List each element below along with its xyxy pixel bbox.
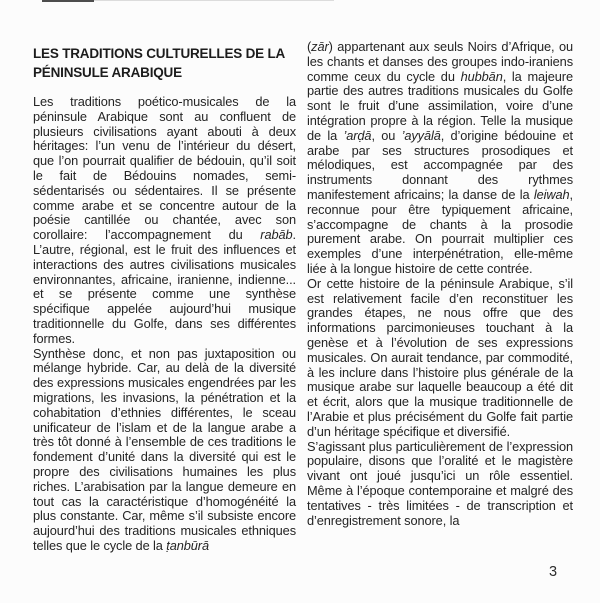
- page-number: 3: [549, 564, 558, 580]
- italic-term: ṭanbūrā: [166, 537, 209, 553]
- left-column-text: [33, 95, 296, 554]
- italic-term: ’arḍā: [343, 127, 372, 143]
- article-title: [33, 44, 296, 82]
- italic-term: leiwah: [533, 186, 570, 202]
- left-column: [33, 44, 296, 554]
- paragraph: Les traditions poético-musicales de la péninsule Arabique sont au confluent de plusieurs civilisations ayant abouti à deux héritages: l’un venu de l’intérieur du désert, que l’on pourrait qualifier de bédouin, qu’il soit le fait de Bédouins nomades, semi-sédentarisés ou sédentaires. Il se présente comme arabe et se concentre autour de la poésie cantillée ou chantée, avec son corollaire: l’accompagnement du rabāb. L’autre, régional, est le fruit des influences et interactions des autres civilisations musicales environnantes, africaine, iranienne, indienne... et se présente comme une synthèse spécifique appelée aujourd’hui musique traditionnelle du Golfe, dans ses différentes formes.: [33, 94, 296, 346]
- paragraph: S’agissant plus particulièrement de l’expression populaire, disons que l’oralité et le magistère vivant ont joué jusqu’ici un rôle essentiel. Même à l’époque contemporaine et malgré des tentatives - très limitées - de transcription et d’enregistrement sonore, la: [307, 438, 573, 528]
- article-title-line-1: LES TRADITIONS CULTURELLES DE LA: [33, 46, 286, 61]
- paragraph: (zār) appartenant aux seuls Noirs d’Afrique, ou les chants et danses des groupes indo-iraniens comme ceux du cycle du hubbān, la majeure partie des autres traditions musicales du Golfe sont le fruit d’une assimilation, voire d’une intégration propre à la région. Telle la musique de la ’arḍā, ou ’ayyālā, d’origine bédouine et arabe par ses structures prosodiques et mélodiques, est accompagnée par des instruments donnant des rythmes manifestement africains; la danse de la leiwah, reconnue pour être typiquement africaine, s’accompagne de chants à la prosodie purement arabe. On pourrait multiplier ces exemples d’une interpénétration, elle-même liée à la longue histoire de cette contrée.: [307, 39, 573, 276]
- article-title-line-2: PÉNINSULE ARABIQUE: [33, 65, 182, 80]
- italic-term: rabāb: [260, 227, 293, 243]
- italic-term: zār: [311, 39, 329, 54]
- italic-term: hubbān: [460, 68, 503, 84]
- italic-term: ’ayyālā: [401, 127, 441, 143]
- scan-artifact-dark-dash: [42, 0, 94, 2]
- paragraph: Synthèse donc, et non pas juxtaposition ou mélange hybride. Car, au delà de la diversité des expressions musicales engendrées par les migrations, les invasions, la pénétration et la cohabitation d’ethnies différentes, le sceau unificateur de l’islam et de la langue arabe a très tôt donné à l’ensemble de ces traditions le fondement d’unité dans la diversité qui est le propre des civilisations humaines les plus riches. L’arabisation par la langue demeure en tout cas la caractéristique d’homogénéité la plus constante. Car, même s’il subsiste encore aujourd’hui des traditions musicales ethniques telles que le cycle de la ṭanbūrā: [33, 345, 296, 553]
- paragraph: Or cette histoire de la péninsule Arabique, s’il est relativement facile d’en reconstituer les grandes étapes, ne nous offre que des informations parcimonieuses touchant à la genèse et à l’évolution de ses expressions musicales. On aurait tendance, par commodité, à les inclure dans l’histoire plus générale de la musique arabe sur laquelle beaucoup a été dit et écrit, alors que la musique traditionnelle de l’Arabie et plus précisément du Golfe fait partie d’un héritage spécifique et diversifié.: [307, 275, 573, 439]
- right-column: [307, 40, 573, 528]
- right-column-text: [307, 40, 573, 528]
- scan-artifact-faint-line: [94, 0, 334, 1]
